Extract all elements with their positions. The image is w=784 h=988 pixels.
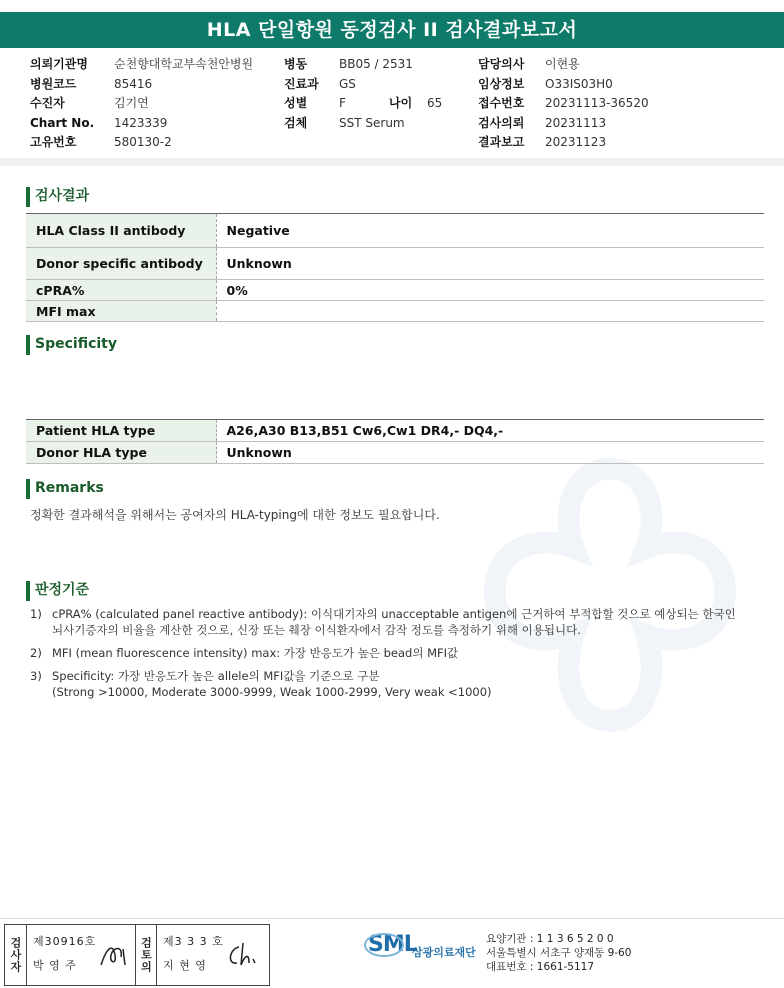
header-label: 담당의사: [478, 57, 525, 71]
header-value: SST Serum: [339, 115, 405, 130]
age-value: 65: [427, 96, 443, 110]
table-row: [26, 442, 764, 464]
age-label: 나이: [389, 96, 413, 110]
criteria-item: [30, 645, 458, 661]
header-value: 순천향대학교부속천안병원: [114, 57, 254, 71]
examiner-label-text: 검사자: [9, 937, 22, 973]
specificity-section-title: Specificity: [26, 335, 117, 355]
results-section-title: 검사결과: [26, 187, 89, 207]
header-value: 20231113: [545, 115, 607, 130]
header-value: F: [339, 96, 346, 110]
table-row: [26, 214, 764, 248]
contact-info: [486, 932, 631, 974]
sml-logo: [368, 932, 417, 957]
header-label: 임상정보: [478, 76, 525, 91]
header-value: 20231113-36520: [545, 96, 649, 110]
header-label: 접수번호: [478, 96, 525, 110]
criteria-line: 뇌사기증자의 비율을 계산한 것으로, 신장 또는 췌장 이식환자에서 감작 정도를 측정하기 위해 이용됩니다.: [52, 623, 581, 637]
hla-key: Donor HLA type: [26, 442, 216, 464]
table-row: [26, 301, 764, 322]
org-name: 삼광의료재단: [412, 946, 476, 959]
result-key: Donor specific antibody: [26, 248, 216, 280]
signature-box: [4, 924, 270, 986]
results-table: [26, 213, 764, 322]
reviewer-label-text: 검토의: [139, 937, 153, 973]
header-col-3: [478, 55, 649, 153]
result-value: Unknown: [216, 248, 764, 280]
header-label: 결과보고: [478, 135, 525, 149]
contact-line: 요양기관 : 1 1 3 6 5 2 0 0: [486, 933, 614, 945]
reviewer-signature-icon: [225, 939, 265, 971]
header-value: 이현용: [545, 57, 580, 71]
header-label: 병동: [284, 57, 308, 71]
header-label: 검체: [284, 115, 308, 130]
header-divider: [0, 158, 784, 166]
remarks-section-title: Remarks: [26, 479, 104, 499]
header-value: 580130-2: [114, 135, 172, 149]
header-label: 의뢰기관명: [30, 57, 88, 71]
criteria-line: Specificity: 가장 반응도가 높은 allele의 MFI값을 기준으로 구분: [52, 669, 380, 683]
contact-line: 서울특별시 서초구 양재동 9-60: [486, 947, 632, 959]
header-value: 85416: [114, 76, 153, 91]
examiner-signature-icon: [97, 941, 131, 971]
logo-ring-icon: [364, 933, 404, 957]
table-row: [26, 280, 764, 301]
header-value: 20231123: [545, 135, 607, 149]
table-row: [26, 420, 764, 442]
hla-type-table: [26, 419, 764, 464]
header-label: 병원코드: [30, 76, 77, 91]
result-value: 0%: [216, 280, 764, 301]
criteria-line: cPRA% (calculated panel reactive antibody): 이식대기자의 unacceptable antigen에 근거하여 부적합할 것으로 예상되는 한국인: [52, 607, 736, 621]
result-key: MFI max: [26, 301, 216, 322]
header-label: 성별: [284, 96, 308, 110]
contact-line: 대표번호 : 1661-5117: [486, 961, 595, 973]
examiner-name: 박 영 주: [33, 959, 77, 972]
examiner-label: [5, 925, 27, 985]
criteria-num: 1): [30, 607, 42, 621]
header-value: 김기연: [114, 96, 149, 110]
criteria-num: 2): [30, 646, 42, 660]
header-label: 진료과: [284, 76, 319, 91]
hla-key: Patient HLA type: [26, 420, 216, 442]
hla-value: Unknown: [216, 442, 764, 464]
header-value: 1423339: [114, 115, 168, 130]
header-value: BB05 / 2531: [339, 57, 413, 71]
report-title: HLA 단일항원 동정검사 II 검사결과보고서: [0, 12, 784, 48]
criteria-num: 3): [30, 669, 42, 683]
remarks-text: 정확한 결과해석을 위해서는 공여자의 HLA-typing에 대한 정보도 필요합니다.: [30, 508, 440, 522]
examiner-no: 제30916호: [33, 935, 97, 948]
result-key: HLA Class II antibody: [26, 214, 216, 248]
reviewer-label: [135, 925, 157, 985]
header-label: Chart No.: [30, 115, 95, 130]
reviewer-name: 지 현 영: [163, 959, 207, 972]
result-value: Negative: [216, 214, 764, 248]
header-value: GS: [339, 76, 356, 91]
result-value: [216, 301, 764, 322]
criteria-item: [30, 606, 736, 638]
logo-text: SML: [368, 932, 417, 957]
criteria-item: [30, 668, 492, 700]
header-value: O33IS03H0: [545, 76, 613, 91]
reviewer-no: 제3 3 3 호: [163, 935, 224, 948]
header-col-2: [284, 55, 442, 133]
hla-value: A26,A30 B13,B51 Cw6,Cw1 DR4,- DQ4,-: [216, 420, 764, 442]
criteria-line: (Strong >10000, Moderate 3000-9999, Weak 1000-2999, Very weak <1000): [52, 685, 492, 699]
header-label: 검사의뢰: [478, 115, 525, 130]
header-col-1: [30, 55, 253, 153]
table-row: [26, 248, 764, 280]
result-key: cPRA%: [26, 280, 216, 301]
header-label: 고유번호: [30, 135, 77, 149]
criteria-line: MFI (mean fluorescence intensity) max: 가장 반응도가 높은 bead의 MFI값: [52, 646, 459, 660]
criteria-section-title: 판정기준: [26, 581, 89, 601]
header-label: 수진자: [30, 96, 65, 110]
